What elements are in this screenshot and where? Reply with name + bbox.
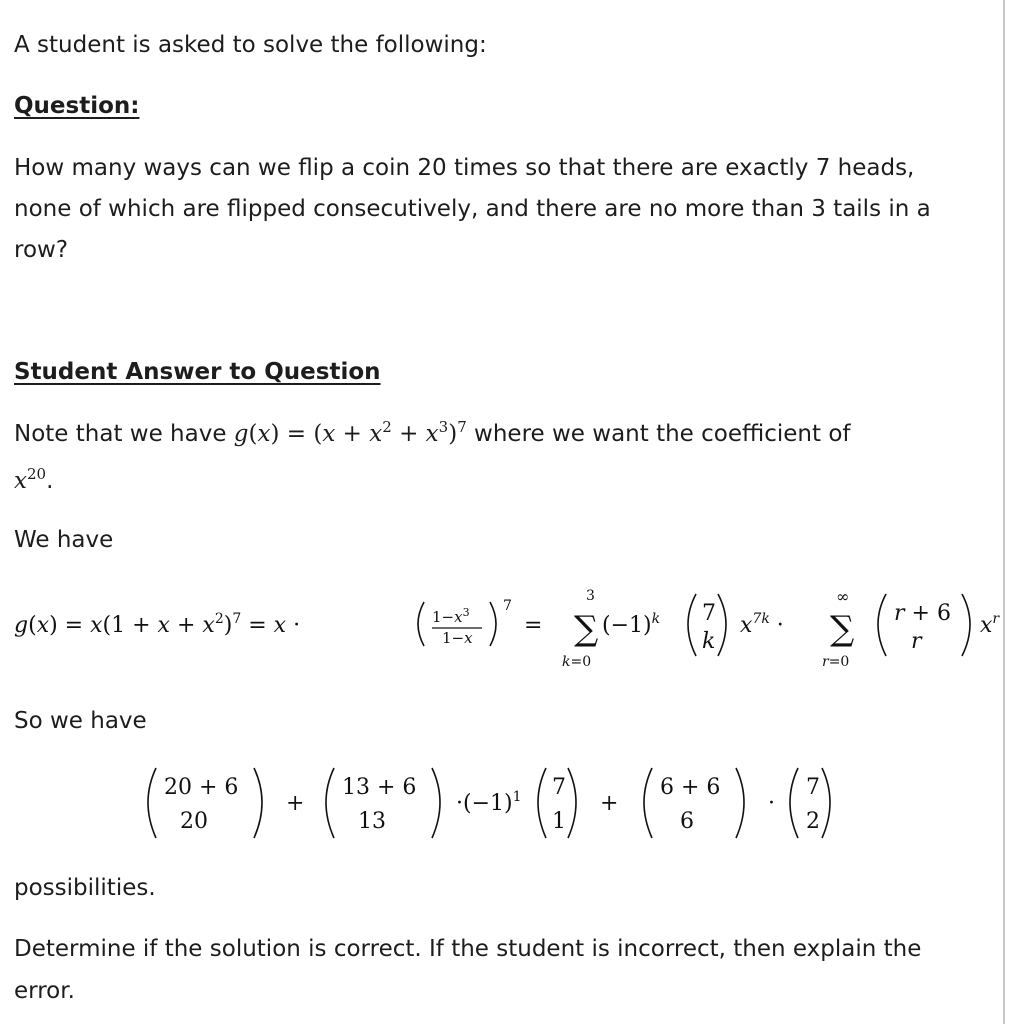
possibilities-text: possibilities.: [14, 875, 156, 901]
svg-text:20 + 6: 20 + 6: [164, 775, 239, 800]
svg-text:=: =: [524, 613, 543, 638]
svg-text:k=0: k=0: [562, 654, 592, 670]
equation-svg: [14, 580, 1004, 680]
svg-text:13 + 6: 13 + 6: [342, 775, 417, 800]
question-line-3: row?: [14, 237, 69, 263]
svg-text:r + 6: r + 6: [894, 601, 951, 626]
svg-text:7: 7: [552, 775, 566, 800]
svg-text:1: 1: [552, 809, 566, 834]
svg-text:∑: ∑: [574, 609, 599, 649]
intro-text: A student is asked to solve the following:: [14, 32, 487, 58]
binomial-svg: [14, 762, 999, 852]
question-line-2: none of which are flipped consecutively, and there are no more than 3 tails in a: [14, 196, 931, 222]
svg-text:k: k: [702, 629, 716, 654]
svg-text:r=0: r=0: [822, 654, 850, 670]
closing-line-2: error.: [14, 978, 75, 1004]
svg-text:∑: ∑: [830, 609, 855, 649]
svg-text:2: 2: [806, 809, 820, 834]
svg-text:+: +: [286, 791, 305, 816]
question-heading: Question:: [14, 93, 140, 119]
svg-text:13: 13: [358, 809, 386, 834]
svg-text:+: +: [600, 791, 619, 816]
so-we-have-text: So we have: [14, 708, 147, 734]
svg-text:r: r: [911, 629, 922, 654]
svg-text:·: ·: [768, 791, 775, 816]
we-have-text: We have: [14, 527, 114, 553]
answer-heading: Student Answer to Question: [14, 359, 381, 385]
note-suffix: where we want the coefficient of: [474, 421, 851, 447]
svg-text:x7k ·: $x^{7k}$ ·: [740, 611, 784, 638]
svg-text:7: 7: [702, 601, 716, 626]
svg-text:7: 7: [806, 775, 820, 800]
closing-line-1: Determine if the solution is correct. If the student is incorrect, then explain the: [14, 936, 922, 962]
svg-text:1−x: 1−x: [442, 629, 473, 647]
svg-text:(−1)k: $(-1)^k$: [602, 611, 661, 638]
svg-text:20: 20: [180, 809, 208, 834]
binomial-sum-equation: [14, 762, 999, 852]
gx-definition: g: [233, 421, 249, 447]
svg-text:6 + 6: 6 + 6: [660, 775, 721, 800]
svg-text:1−x3: $1-x^3$: [432, 606, 470, 626]
svg-text:xr: $x^r$: [980, 611, 1000, 638]
svg-text:g(x) = x(1 + x + x2)7 = x ·: $g(x) = x(1 + x + x^2)^7 = x$ ·: [14, 611, 301, 638]
svg-text:3: 3: [586, 588, 595, 604]
note-prefix: Note that we have: [14, 421, 227, 447]
svg-text:·(−1)1: $\cdot(-1)^1$: [456, 789, 522, 816]
svg-text:∞: ∞: [836, 587, 850, 606]
generating-function-equation: [14, 580, 999, 680]
note-line: Note that we have $g(x) = (x + x^2 + x^3)^7$ where we want the coefficient of: [14, 418, 851, 447]
svg-text:6: 6: [680, 809, 694, 834]
note-line-2: $x^{20}$.: [14, 465, 54, 494]
question-line-1: How many ways can we flip a coin 20 times so that there are exactly 7 heads,: [14, 155, 915, 181]
right-border: [1003, 0, 1005, 1024]
svg-text:7: 7: [503, 598, 512, 614]
